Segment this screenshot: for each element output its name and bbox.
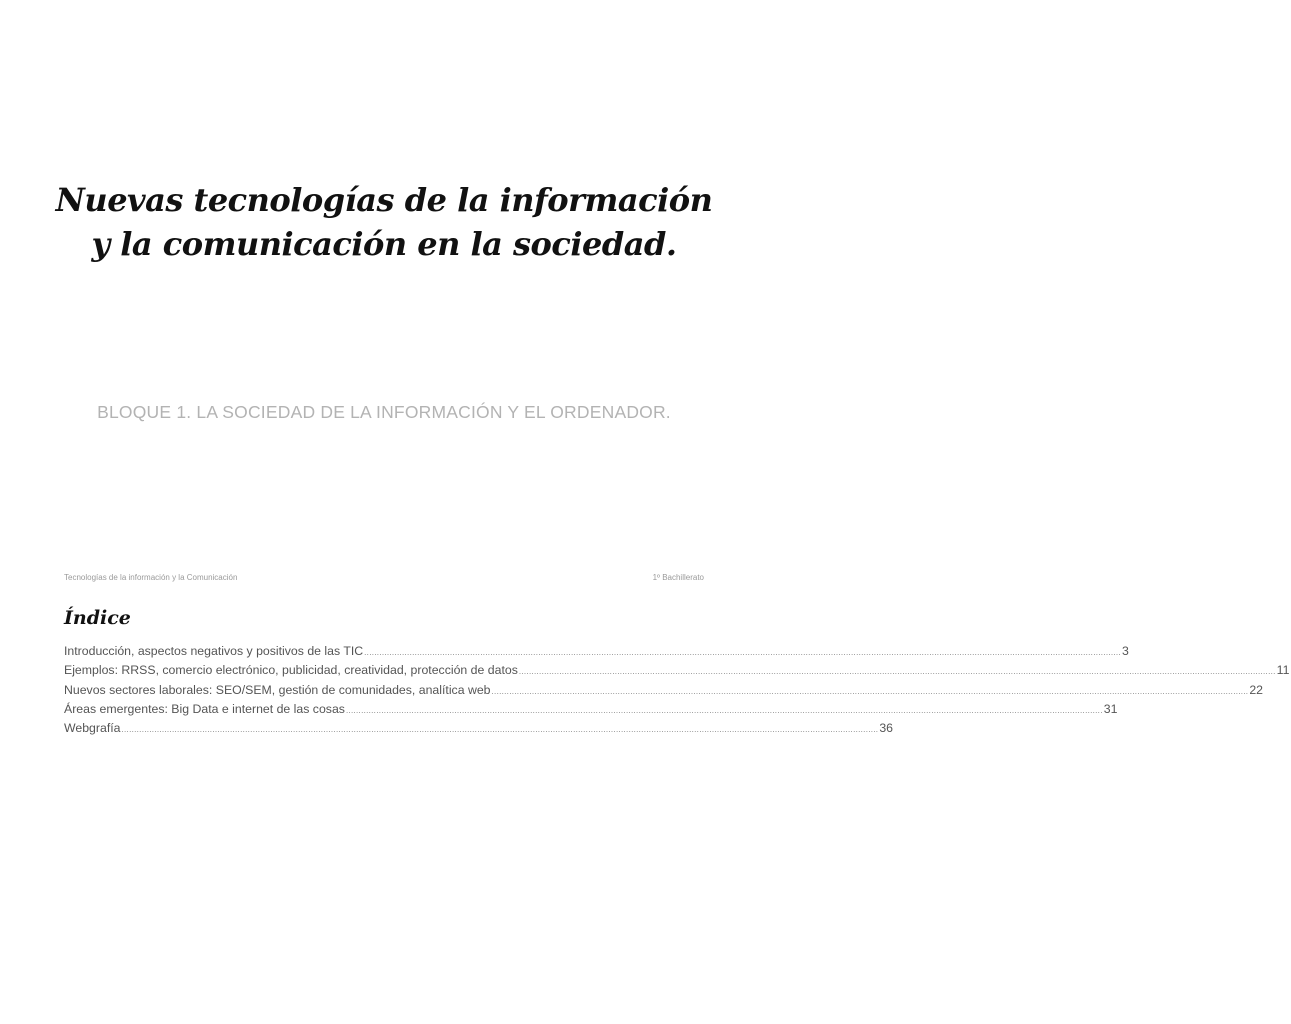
document-title	[30, 178, 738, 266]
toc-entry-page: 31	[1103, 701, 1118, 716]
toc-entry-page: 3	[1121, 644, 1129, 658]
document-title-line-1: Nuevas tecnologías de la información	[55, 181, 713, 219]
running-header-course: Tecnologías de la información y la Comunicación	[64, 573, 238, 582]
toc-entry-title: Áreas emergentes: Big Data e internet de las cosas	[64, 701, 345, 716]
toc-entry[interactable]	[64, 700, 1118, 719]
toc-entry-title: Webgrafía	[64, 721, 121, 736]
toc-entry-page: 36	[879, 721, 893, 736]
document-title-line-2: y la comunicación en la sociedad.	[91, 225, 677, 263]
toc-entry-title: Introducción, aspectos negativos y positivos de las TIC	[64, 644, 364, 658]
toc-entry-title: Ejemplos: RRSS, comercio electrónico, publicidad, creatividad, protección de datos	[64, 663, 518, 678]
toc-dot-leader: ............................................................................................................................................................................................................................................................................................................	[345, 705, 1103, 715]
toc-dot-leader: ............................................................................................................................................................................................................................................................................................................	[518, 667, 1276, 677]
toc-entry[interactable]	[64, 661, 1290, 680]
toc-entry[interactable]	[64, 719, 893, 738]
toc-entry[interactable]	[64, 642, 1129, 661]
running-header-level: 1º Bachillerato	[652, 573, 704, 582]
toc-dot-leader: ............................................................................................................................................................................................................................................................................................................	[121, 725, 879, 735]
toc-entry[interactable]	[64, 681, 1264, 700]
table-of-contents	[64, 642, 1290, 738]
block-subtitle: BLOQUE 1. LA SOCIEDAD DE LA INFORMACIÓN Y EL ORDENADOR.	[97, 402, 671, 422]
toc-dot-leader: ............................................................................................................................................................................................................................................................................................................	[364, 648, 1121, 657]
toc-entry-title: Nuevos sectores laborales: SEO/SEM, gestión de comunidades, analítica web	[64, 682, 491, 697]
toc-entry-page: 22	[1249, 682, 1264, 697]
index-heading: Índice	[64, 607, 131, 629]
toc-entry-page: 11	[1276, 663, 1290, 678]
toc-dot-leader: ............................................................................................................................................................................................................................................................................................................	[491, 686, 1249, 696]
